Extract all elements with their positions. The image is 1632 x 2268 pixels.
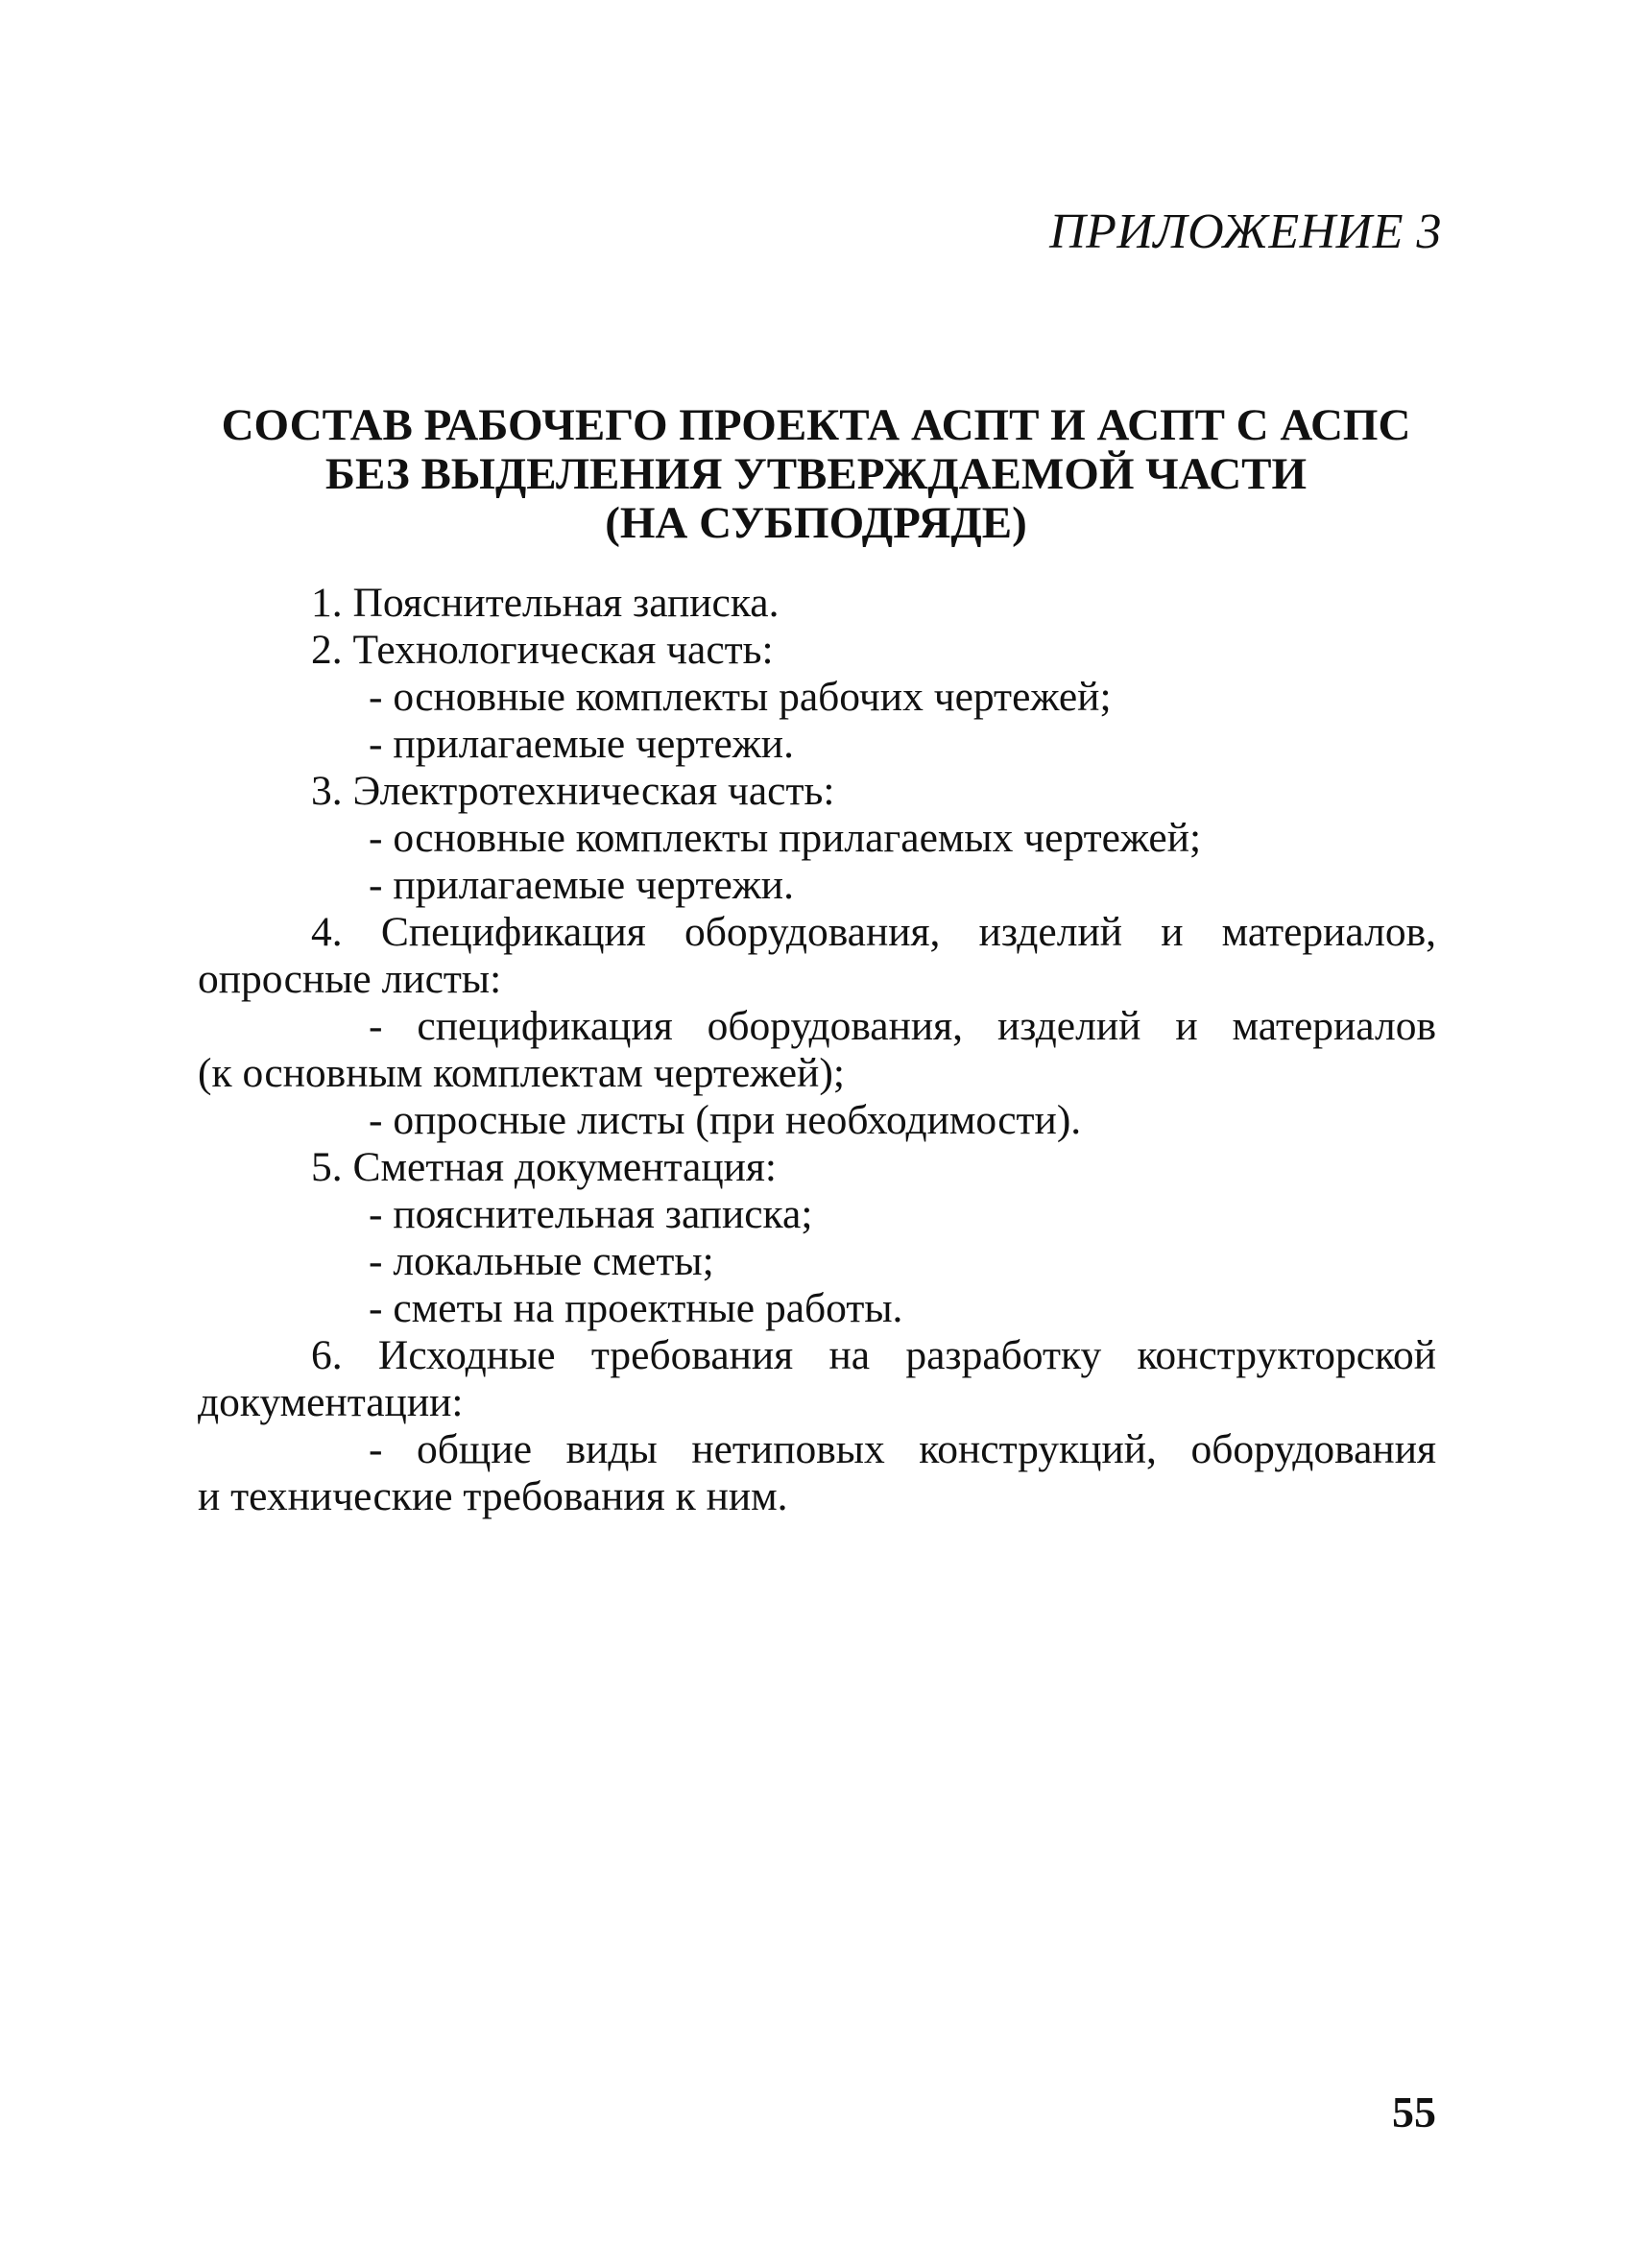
- sub-item: - сметы на проектные работы.: [369, 1285, 903, 1331]
- list-item-6-continuation: документации:: [198, 1379, 464, 1425]
- sub-item: - прилагаемые чертежи.: [369, 721, 794, 767]
- sub-item: - основные комплекты прилагаемых чертежей;: [369, 815, 1202, 861]
- sub-item: - основные комплекты рабочих чертежей;: [369, 674, 1112, 720]
- title-line-2: БЕЗ ВЫДЕЛЕНИЯ УТВЕРЖДАЕМОЙ ЧАСТИ: [324, 449, 1308, 499]
- title-line-1: СОСТАВ РАБОЧЕГО ПРОЕКТА АСПТ И АСПТ С АСПС: [221, 400, 1411, 450]
- list-item-3: 3. Электротехническая часть:: [311, 768, 835, 814]
- sub-item-continuation: и технические требования к ним.: [198, 1473, 788, 1519]
- sub-item: - пояснительная записка;: [369, 1191, 813, 1237]
- document-title: [192, 401, 1440, 548]
- appendix-label: ПРИЛОЖЕНИЕ 3: [1049, 204, 1442, 259]
- list-item-4-continuation: опросные листы:: [198, 956, 502, 1002]
- page-number: 55: [1392, 2088, 1436, 2137]
- sub-item: - спецификация оборудования, изделий и материалов: [369, 1003, 1436, 1049]
- title-line-3: (НА СУБПОДРЯДЕ): [605, 498, 1027, 548]
- document-body: [198, 580, 1436, 1520]
- sub-item: - общие виды нетиповых конструкций, оборудования: [369, 1426, 1436, 1472]
- sub-item-continuation: (к основным комплектам чертежей);: [198, 1050, 845, 1096]
- sub-item: - прилагаемые чертежи.: [369, 862, 794, 908]
- list-item-5: 5. Сметная документация:: [311, 1144, 778, 1190]
- sub-item: - локальные сметы;: [369, 1238, 714, 1284]
- list-item-4: 4. Спецификация оборудования, изделий и материалов,: [311, 909, 1436, 955]
- list-item-1: 1. Пояснительная записка.: [311, 580, 780, 626]
- sub-item: - опросные листы (при необходимости).: [369, 1097, 1082, 1143]
- list-item-6: 6. Исходные требования на разработку конструкторской: [311, 1332, 1436, 1378]
- list-item-2: 2. Технологическая часть:: [311, 627, 774, 673]
